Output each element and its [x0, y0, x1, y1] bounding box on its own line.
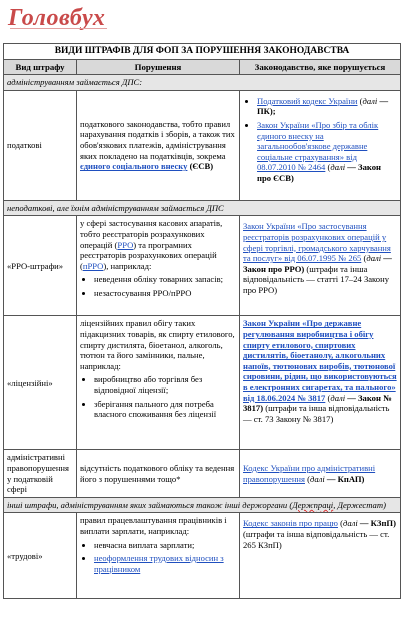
law-admin	[240, 450, 401, 497]
link-kupap[interactable]: Кодекс України про адміністративні правопорушення	[243, 462, 376, 484]
list-item	[94, 553, 236, 574]
table-row-tax	[4, 90, 401, 200]
law-text: (	[304, 473, 310, 484]
table-row-admin	[4, 450, 401, 497]
law-text-italic: далі	[330, 392, 346, 403]
law-note: (штрафи та інша відповідальність — ст. 265 КЗпП)	[243, 528, 390, 550]
law-abbrev: — Закон № 3817)	[243, 392, 392, 414]
section-other-label	[4, 497, 401, 513]
header-law: Законодавство, яке порушується	[240, 59, 401, 75]
section-dps-label: адмініструванням займається ДПС:	[4, 75, 401, 91]
violation-rro	[77, 216, 240, 316]
law-text: (	[337, 518, 343, 529]
law-text-italic: далі	[366, 253, 382, 264]
law-text-italic: далі	[343, 518, 358, 529]
law-abbrev: — Закон про РРО)	[243, 253, 392, 274]
table-title-row	[4, 44, 401, 60]
violation-labor	[77, 513, 240, 599]
table-row-license	[4, 316, 401, 450]
table-header-row	[4, 59, 401, 75]
link-prro[interactable]: пРРО	[82, 260, 104, 271]
kind-license: «ліцензійні»	[4, 316, 77, 450]
list-item: • виробництво або торгівля без відповідної ліцензії;	[94, 374, 236, 395]
law-abbrev: — Закон про ЄСВ)	[257, 162, 381, 183]
law-text: (	[357, 95, 363, 106]
kind-admin: адміністративні правопорушення у податковій сфері	[4, 450, 77, 497]
law-license	[240, 316, 401, 450]
list-item: • зберігання пального для потреба власного споживання без ліцензії	[94, 399, 236, 420]
kind-labor: «трудові»	[4, 513, 77, 599]
violation-admin: відсутність податкового обліку та ведення його з порушеннями тощо*	[77, 450, 240, 497]
law-text-italic: далі	[309, 473, 325, 484]
law-text-italic: далі	[330, 162, 346, 173]
header-violation: Порушення	[77, 59, 240, 75]
section-text: )	[383, 499, 386, 510]
law-abbrev: — КпАП)	[324, 473, 365, 484]
section-other	[4, 497, 401, 513]
violation-text: у сфері застосування касових апаратів, тобто реєстраторів розрахункових операцій (	[80, 218, 223, 250]
section-non-tax-label: неподаткові, але їхнім адмініструванням займається ДПС	[4, 200, 401, 216]
kind-rro: «РРО-штрафи»	[4, 216, 77, 316]
link-rro[interactable]: РРО	[117, 239, 134, 250]
link-labor-relations[interactable]: неоформлення трудових відносин з працівником	[94, 553, 224, 574]
section-text: ,	[333, 499, 338, 510]
violation-text-end: (ЄСВ)	[187, 161, 214, 172]
law-abbrev: — КЗпП)	[357, 518, 396, 529]
law-text: (	[361, 253, 367, 264]
list-item	[257, 96, 397, 117]
violation-license	[77, 316, 240, 450]
section-text-derzhpratsi: Держпраці	[292, 499, 334, 510]
fines-table	[3, 43, 401, 599]
table-row-rro	[4, 216, 401, 316]
header-kind: Вид штрафу	[4, 59, 77, 75]
violation-text: правил працевлаштування працівників і виплати зарплати, наприклад:	[80, 515, 227, 536]
table-row-labor	[4, 513, 401, 599]
list-item	[257, 120, 397, 184]
list-item: • неведення обліку товарних запасів;	[94, 274, 236, 285]
violation-tax	[77, 90, 240, 200]
violation-text: податкового законодавства, тобто правил нарахування податків і зборів, а також тих обов'язкових платежів, адміністрування яких покладено на податківців, зокрема	[80, 118, 235, 161]
law-note: (штрафи та інша відповідальність — статті 17–24 Закону про РРО)	[243, 263, 389, 295]
law-labor	[240, 513, 401, 599]
law-text: (	[325, 392, 331, 403]
link-esv-law[interactable]: Закон України «Про збір та облік єдиного внеску на загальнообов'язкове державне соціальне страхування» від 08.07.2010 № 2464	[257, 119, 379, 173]
list-item: • невчасна виплата зарплати;	[94, 540, 236, 551]
link-esv[interactable]: єдиного соціального внеску	[80, 161, 188, 172]
section-text: інші штрафи, адмініструванням яких займаються також інші держоргани (	[7, 499, 293, 510]
link-tax-code[interactable]: Податковий кодекс України	[257, 95, 358, 106]
link-license-law[interactable]: Закон України «Про державне регулювання виробництва і обігу спирту етилового, спиртових дистилятів, біоетанолу, алкогольних напоїв, тютюнових виробів, тютюнової сировини, рідин, що використовуються в електронних сигаретах, та пального» від 18.06.2024 № 3817	[243, 318, 397, 403]
law-abbrev: — ПК);	[257, 95, 389, 117]
law-text-italic: далі	[362, 95, 378, 106]
site-logo[interactable]: Головбух	[8, 5, 106, 31]
link-rro-law[interactable]: Закон України «Про застосування реєстраторів розрахункових операцій у сфері торгівлі, громадського харчування та послуг» від 06.07.1995 № 265	[243, 221, 391, 264]
law-rro	[240, 216, 401, 316]
violation-text: ), наприклад:	[103, 260, 152, 271]
list-item: • незастосування РРО/пРРО	[94, 288, 236, 299]
table-title: ВИДИ ШТРАФІВ ДЛЯ ФОП ЗА ПОРУШЕННЯ ЗАКОНОДАВСТВА	[4, 44, 401, 60]
link-kzpp[interactable]: Кодекс законів про працю	[243, 518, 338, 529]
violation-text: ) та програмних реєстраторів розрахункових операцій (	[80, 239, 217, 271]
law-tax	[240, 90, 401, 200]
section-dps	[4, 75, 401, 91]
law-text: (	[325, 162, 331, 173]
violation-text: ліцензійних правил обігу таких підакцизних товарів, як спирту етилового, спирту дистилята, біоетанол, алкоголь, тютюн та його замінники, пальне, наприклад:	[80, 318, 235, 371]
section-text-derzhstat: Держестат	[337, 499, 384, 510]
section-non-tax	[4, 200, 401, 216]
law-note: (штрафи та інша відповідальність — ст. 73 Закону № 3817)	[243, 403, 390, 424]
kind-tax: податкові	[4, 90, 77, 200]
